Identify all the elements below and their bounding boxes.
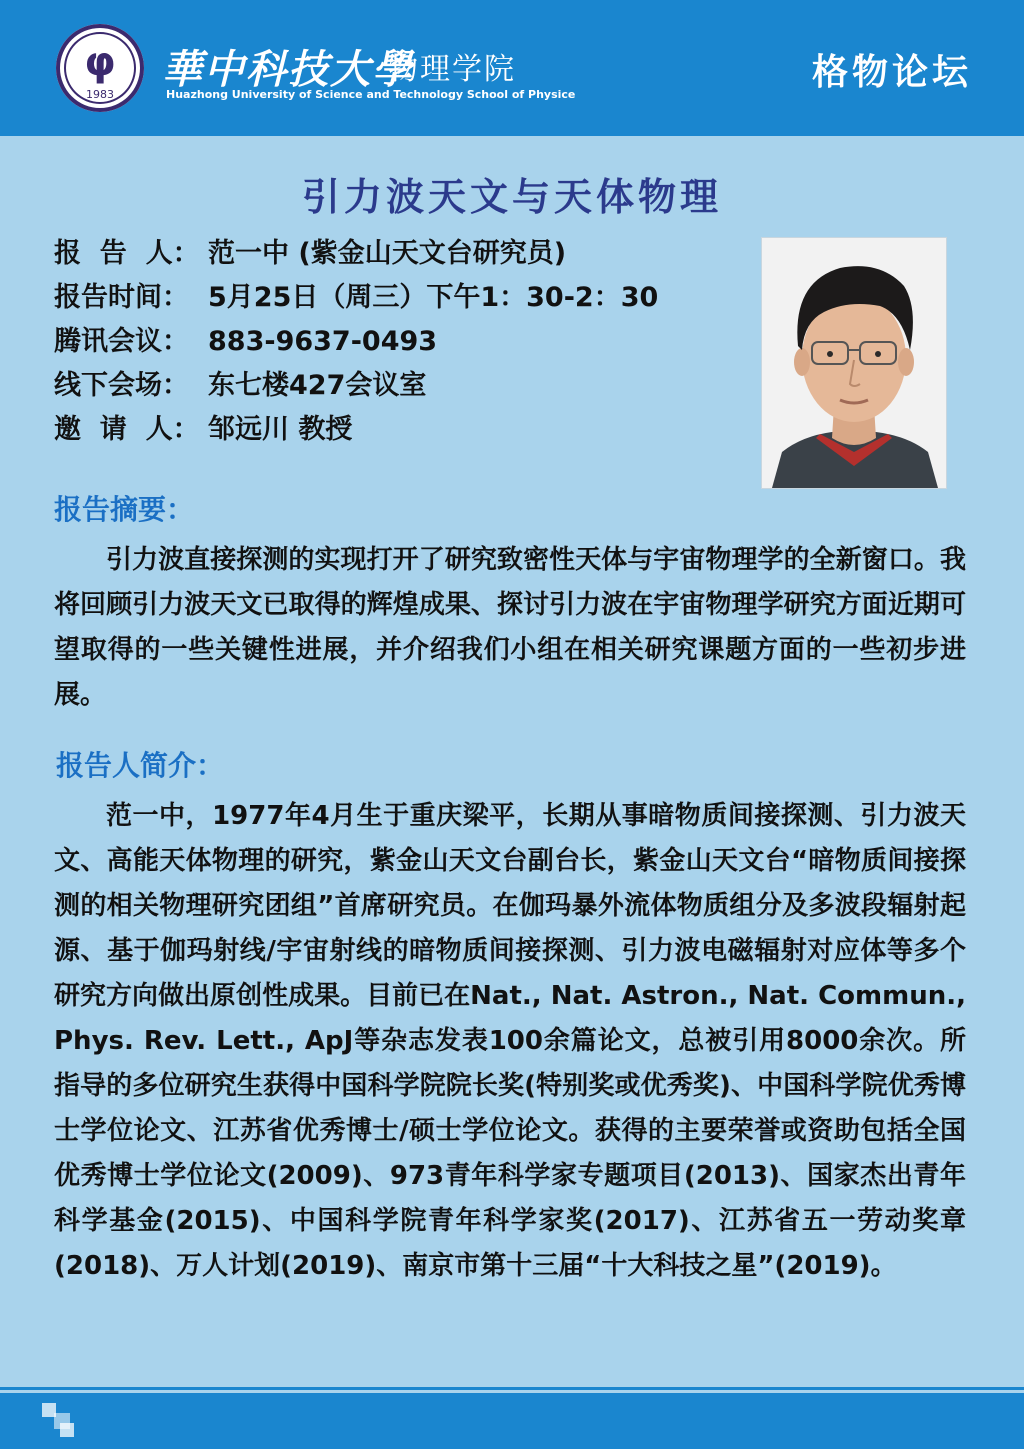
- forum-name: 格物论坛: [811, 51, 972, 93]
- physics-glyph-icon: φ: [84, 39, 116, 85]
- info-label: 邀 请 人：: [54, 414, 200, 445]
- abstract-heading: 报告摘要：: [54, 493, 195, 526]
- info-value: 邹远川 教授: [208, 414, 353, 445]
- header-bar: [0, 0, 1024, 136]
- university-seal-logo: [56, 24, 144, 112]
- info-label: 腾讯会议：: [54, 326, 189, 357]
- talk-title: 引力波天文与天体物理: [301, 175, 722, 219]
- bio-heading: 报告人简介：: [56, 749, 225, 782]
- bio-text: 范一中，1977年4月生于重庆梁平，长期从事暗物质间接探测、引力波天文、高能天体物理的研究，紫金山天文台副台长，紫金山天文台“暗物质间接探测的相关物理研究团组”首席研究员。在伽玛暴外流体物质组分及多波段辐射起源、基于伽玛射线/宇宙射线的暗物质间接探测、引力波电磁辐射对应体等多个研究方向做出原创性成果。目前已在Nat., Nat. Astron., Nat. Commun., Phys. Rev. Lett., ApJ等杂志发表100余篇论文，总被引用8000余次。所指导的多位研究生获得中国科学院院长奖(特别奖或优秀奖)、中国科学院优秀博士学位论文、江苏省优秀博士/硕士学位论文。获得的主要荣誉或资助包括全国优秀博士学位论文(2009)、973青年科学家专题项目(2013)、国家杰出青年科学基金(2015)、中国科学院青年科学家奖(2017)、江苏省五一劳动奖章(2018)、万人计划(2019)、南京市第十三届“十大科技之星”(2019)。: [54, 801, 966, 1281]
- info-value: 范一中 (紫金山天文台研究员): [208, 238, 567, 269]
- info-label: 报 告 人：: [54, 238, 200, 269]
- speaker-photo: [762, 238, 946, 488]
- info-row-host: [54, 408, 658, 452]
- info-row-time: [54, 276, 658, 320]
- info-label: 报告时间：: [54, 282, 189, 313]
- info-row-meeting: [54, 320, 658, 364]
- info-value: 883-9637-0493: [208, 326, 438, 357]
- university-name-cn: 華中科技大學: [162, 46, 414, 93]
- university-name-en: Huazhong University of Science and Technology School of Physice: [166, 88, 576, 101]
- school-name-cn: 物理学院: [388, 52, 516, 87]
- info-row-venue: [54, 364, 658, 408]
- info-value: 5月25日（周三）下午1：30-2：30: [208, 282, 659, 313]
- speaker-portrait-image: [762, 238, 946, 488]
- abstract-text: 引力波直接探测的实现打开了研究致密性天体与宇宙物理学的全新窗口。我将回顾引力波天文已取得的辉煌成果、探讨引力波在宇宙物理学研究方面近期可望取得的一些关键性进展，并介绍我们小组在相关研究课题方面的一些初步进展。: [54, 545, 966, 710]
- info-label: 线下会场：: [54, 370, 189, 401]
- footer-bar: [0, 1393, 1024, 1449]
- footer-divider: [0, 1387, 1024, 1390]
- decorative-squares-icon: [42, 1403, 76, 1437]
- info-row-speaker: [54, 232, 658, 276]
- info-value: 东七楼427会议室: [208, 370, 427, 401]
- talk-info: [54, 232, 658, 452]
- seal-year: 1983: [86, 88, 114, 101]
